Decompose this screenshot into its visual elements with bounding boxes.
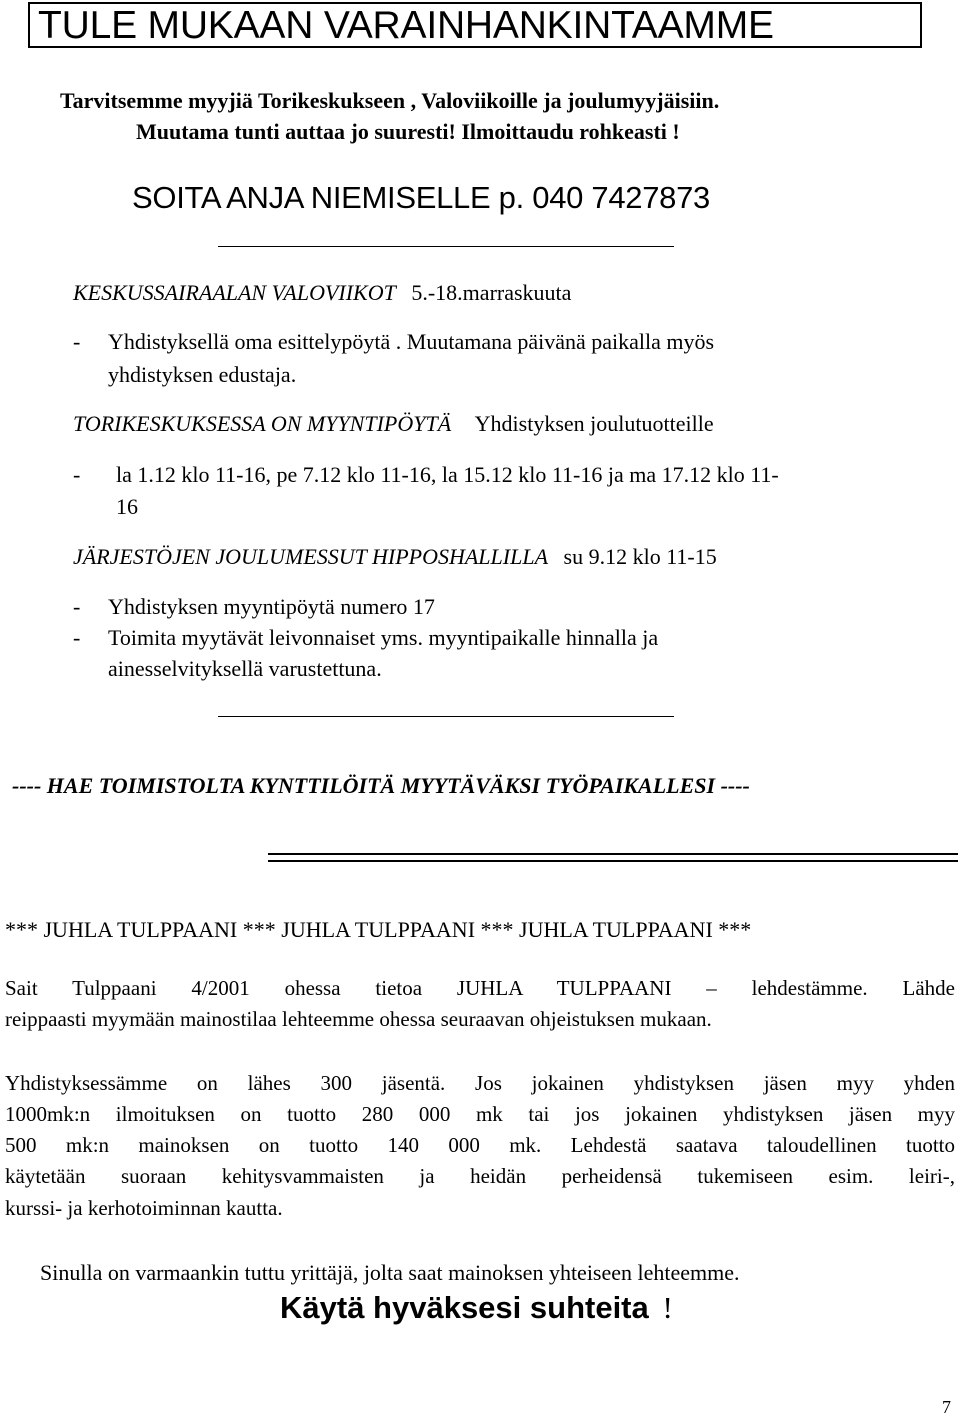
valoviikot-heading: KESKUSSAIRAALAN VALOVIIKOT bbox=[73, 280, 396, 305]
valoviikot-heading-row bbox=[73, 280, 571, 306]
joulumessut-bullet-1: Yhdistyksen myyntipöytä numero 17 bbox=[108, 594, 435, 619]
juhla-p2-line-4: käytetään suoraan kehitysvammaisten ja heidän perheidensä tukemiseen esim. leiri-, bbox=[5, 1164, 955, 1188]
call-anja: SOITA ANJA NIEMISELLE p. 040 7427873 bbox=[132, 180, 710, 215]
joulumessut-dates: su 9.12 klo 11-15 bbox=[563, 544, 717, 569]
page-title: TULE MUKAAN VARAINHANKINTAAMME bbox=[38, 4, 774, 47]
valoviikot-bullet-line-1: Yhdistyksellä oma esittelypöytä . Muutamana päivänä paikalla myös bbox=[108, 329, 715, 354]
juhla-p2-line-2: 1000mk:n ilmoituksen on tuotto 280 000 mk tai jos jokainen yhdistyksen jäsen myy bbox=[5, 1102, 955, 1126]
bullet-dash: - bbox=[73, 462, 81, 487]
page-number: 7 bbox=[942, 1397, 951, 1417]
double-rule-bottom bbox=[268, 860, 958, 862]
torikeskus-bullet-line-1: la 1.12 klo 11-16, pe 7.12 klo 11-16, la 15.12 klo 11-16 ja ma 17.12 klo 11- bbox=[116, 462, 779, 487]
joulumessut-bullet-2-line-2: ainesselvityksellä varustettuna. bbox=[108, 656, 382, 681]
joulumessut-bullet-2-line-1: Toimita myytävät leivonnaiset yms. myyntipaikalle hinnalla ja bbox=[108, 625, 659, 650]
juhla-p1-line-1: Sait Tulppaani 4/2001 ohessa tietoa JUHLA TULPPAANI – lehdestämme. Lähde bbox=[5, 976, 955, 1000]
bullet-dash: - bbox=[73, 625, 81, 650]
valoviikot-dates: 5.-18.marraskuuta bbox=[411, 280, 572, 305]
juhla-slogan-row bbox=[280, 1290, 673, 1326]
juhla-slogan-mark: ! bbox=[662, 1290, 673, 1325]
intro-line-1: Tarvitsemme myyjiä Torikeskukseen , Valoviikoille ja joulumyyjäisiin. bbox=[60, 88, 720, 113]
divider-2 bbox=[218, 716, 674, 717]
candles-notice: ---- HAE TOIMISTOLTA KYNTTILÖITÄ MYYTÄVÄKSI TYÖPAIKALLESI ---- bbox=[12, 773, 750, 798]
torikeskus-subject: Yhdistyksen joulutuotteille bbox=[474, 411, 714, 436]
torikeskus-bullet-line-2: 16 bbox=[116, 494, 138, 519]
torikeskus-heading: TORIKESKUKSESSA ON MYYNTIPÖYTÄ bbox=[73, 411, 452, 436]
juhla-banner: *** JUHLA TULPPAANI *** JUHLA TULPPAANI *** JUHLA TULPPAANI *** bbox=[5, 917, 752, 942]
joulumessut-heading-row bbox=[73, 544, 717, 570]
double-rule-top bbox=[268, 853, 958, 855]
juhla-p2-line-3: 500 mk:n mainoksen on tuotto 140 000 mk. Lehdestä saatava taloudellinen tuotto bbox=[5, 1133, 955, 1157]
juhla-p2-line-5: kurssi- ja kerhotoiminnan kautta. bbox=[5, 1196, 283, 1220]
intro-line-2: Muutama tunti auttaa jo suuresti! Ilmoittaudu rohkeasti ! bbox=[136, 119, 680, 144]
valoviikot-bullet-line-2: yhdistyksen edustaja. bbox=[108, 362, 297, 387]
juhla-p1-line-2: reippaasti myymään mainostilaa lehteemme ohessa seuraavan ohjeistuksen mukaan. bbox=[5, 1007, 712, 1031]
torikeskus-heading-row bbox=[73, 411, 714, 437]
juhla-p2-line-1: Yhdistyksessämme on lähes 300 jäsentä. Jos jokainen yhdistyksen jäsen myy yhden bbox=[5, 1071, 955, 1095]
joulumessut-heading: JÄRJESTÖJEN JOULUMESSUT HIPPOSHALLILLA bbox=[73, 544, 549, 569]
juhla-slogan: Käytä hyväksesi suhteita bbox=[280, 1290, 649, 1325]
divider-1 bbox=[218, 246, 674, 247]
juhla-closing: Sinulla on varmaankin tuttu yrittäjä, jolta saat mainoksen yhteiseen lehteemme. bbox=[40, 1260, 740, 1285]
title-box bbox=[28, 2, 922, 48]
bullet-dash: - bbox=[73, 594, 81, 619]
bullet-dash: - bbox=[73, 329, 81, 354]
